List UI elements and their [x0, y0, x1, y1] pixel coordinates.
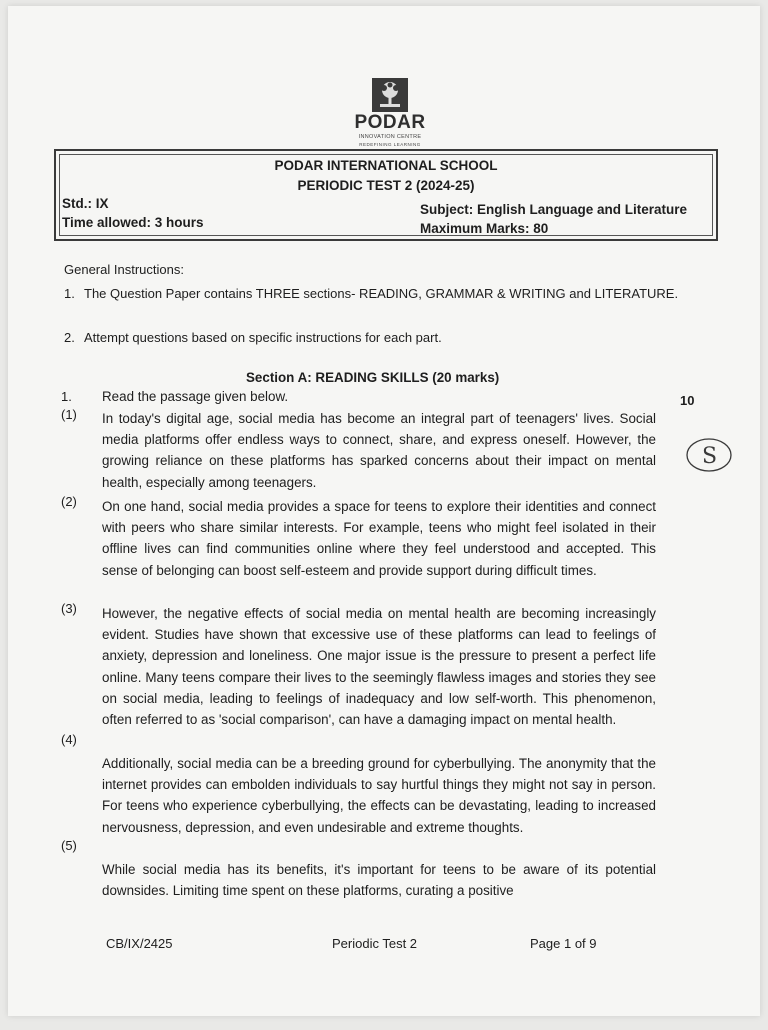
subject-label: Subject: English Language and Literature — [420, 202, 688, 217]
passage-paragraph: In today's digital age, social media has become an integral part of teenagers' lives. Social media platforms offer endless ways to connect, share, and express oneself. However, the growing reliance on these platforms has sparked concerns about their impact on mental health, especially among teenagers. — [102, 411, 656, 490]
instruction-number: 1. — [64, 286, 75, 301]
school-name: PODAR INTERNATIONAL SCHOOL — [274, 158, 498, 173]
passage-paragraph: On one hand, social media provides a space for teens to explore their identities and connect with peers who share similar interests. For example, teens who might feel isolated in their offline lives can find communities online where they feel understood and accepted. This sense of belonging can boost self-esteem and provide support during difficult times. — [102, 499, 656, 578]
footer-page-number: Page 1 of 9 — [530, 936, 597, 951]
question-text: Read the passage given below. — [102, 389, 289, 404]
handwritten-s-mark — [684, 436, 734, 474]
logo-tagline: REDEFINING LEARNING — [359, 142, 421, 147]
paragraph-number: (4) — [61, 732, 77, 747]
school-logo-icon — [372, 78, 408, 112]
passage-paragraph: Additionally, social media can be a breeding ground for cyberbullying. The anonymity that the internet provides can embolden individuals to say hurtful things they might not say in person. For teens who experience cyberbullying, the effects can be devastating, leading to increased nervousness, depression, and even undesirable and extreme thoughts. — [102, 756, 656, 835]
section-title: Section A: READING SKILLS (20 marks) — [246, 370, 500, 385]
instruction-text: Attempt questions based on specific instructions for each part. — [84, 330, 442, 345]
paragraph-number: (5) — [61, 838, 77, 853]
instruction-text: The Question Paper contains THREE sections- READING, GRAMMAR & WRITING and LITERATURE. — [84, 286, 679, 301]
maximum-marks: Maximum Marks: 80 — [420, 221, 549, 236]
footer-code: CB/IX/2425 — [106, 936, 173, 951]
logo-subline: INNOVATION CENTRE — [358, 134, 422, 140]
paragraph-number: (3) — [61, 601, 77, 616]
question-number: 1. — [61, 389, 72, 404]
logo-wordmark: PODAR — [354, 112, 426, 133]
footer-title: Periodic Test 2 — [332, 936, 418, 951]
instruction-number: 2. — [64, 330, 75, 345]
paragraph-number: (1) — [61, 407, 77, 422]
svg-text:S: S — [702, 444, 718, 469]
standard-label: Std.: IX — [62, 196, 109, 211]
question-marks: 10 — [680, 393, 695, 408]
instructions-heading: General Instructions: — [64, 262, 184, 277]
exam-page — [8, 6, 760, 1016]
passage-paragraph: While social media has its benefits, it's important for teens to be aware of its potential downsides. Limiting time spent on these platforms, curating a positive — [102, 862, 656, 899]
paragraph-number: (2) — [61, 494, 77, 509]
test-name: PERIODIC TEST 2 (2024-25) — [297, 178, 475, 193]
passage-paragraph: However, the negative effects of social media on mental health are becoming increasingly evident. Studies have shown that excessive use of these platforms can lead to feelings of anxiety, depression and loneliness. One major issue is the pressure to present a perfect life online. Many teens compare their lives to the seemingly flawless images and stories they see on social media, leading to feelings of inadequacy and low self-worth. This phenomenon, often referred to as 'social comparison', can have a damaging impact on mental health. — [102, 606, 656, 728]
time-allowed: Time allowed: 3 hours — [62, 215, 204, 230]
